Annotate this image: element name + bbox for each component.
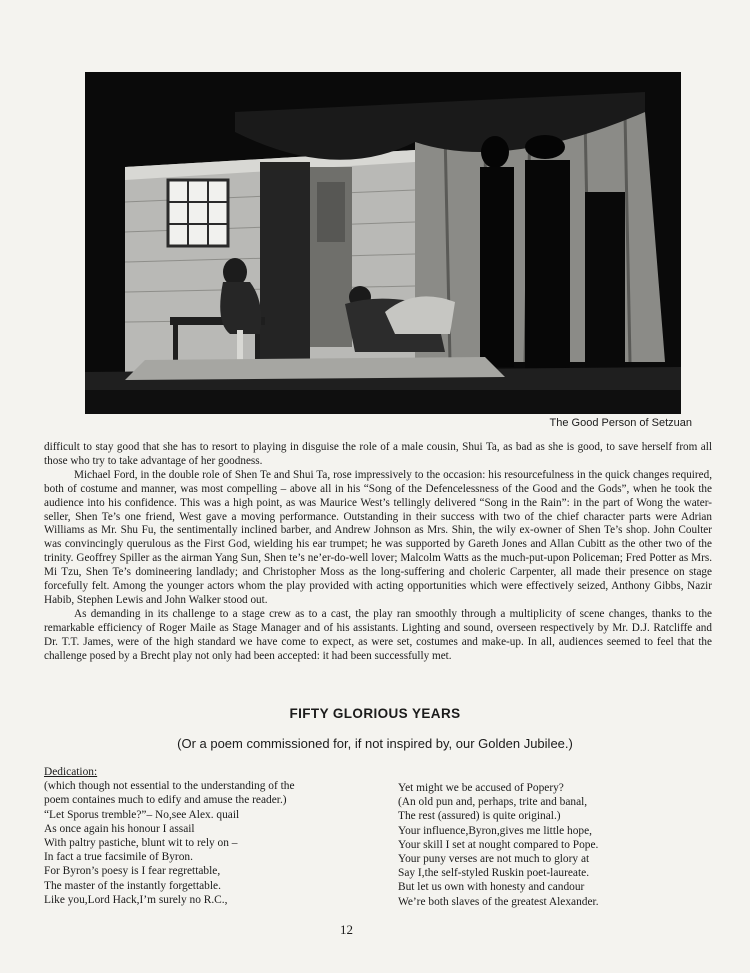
- dedication-label: Dedication:: [44, 766, 98, 778]
- poem-line: Say I,the self-styled Ruskin poet-laureate.: [398, 867, 590, 880]
- poem-line: Yet might we be accused of Popery?: [398, 782, 564, 794]
- poem-line: The master of the instantly forgettable.: [44, 879, 221, 892]
- poem-line: “Let Sporus tremble?”– No,see Alex. quail: [44, 808, 240, 821]
- poem-line: But let us own with honesty and candour: [398, 881, 585, 894]
- poem-line: Your influence,Byron,gives me little hope,: [398, 824, 593, 837]
- poem-line: For Byron’s poesy is I fear regrettable,: [44, 865, 221, 878]
- page-number: 12: [340, 922, 353, 937]
- poem-line: (An old pun and, perhaps, trite and banal,: [398, 796, 588, 809]
- poem-right-column: [398, 781, 708, 909]
- poem-line: Like you,Lord Hack,I’m surely no R.C.,: [44, 893, 228, 906]
- poem-line: The rest (assured) is quite original.): [398, 810, 561, 823]
- poem-line: (which though not essential to the understanding of the: [44, 780, 295, 793]
- poem-left-column: [44, 765, 374, 907]
- stage-production-photo: [85, 72, 681, 414]
- poem-line: In fact a true facsimile of Byron.: [44, 851, 193, 864]
- photo-caption: The Good Person of Setzuan: [549, 417, 692, 429]
- poem-subtitle: (Or a poem commissioned for, if not inspired by, our Golden Jubilee.): [177, 736, 573, 751]
- poem-line: Your puny verses are not much to glory at: [398, 853, 590, 866]
- poem-line: With paltry pastiche, blunt wit to rely on –: [44, 837, 238, 850]
- poem-title: FIFTY GLORIOUS YEARS: [289, 706, 461, 721]
- article-body: [44, 441, 712, 664]
- poem-line: poem containes much to edify and amuse the reader.): [44, 794, 287, 807]
- poem-line: We’re both slaves of the greatest Alexander.: [398, 895, 599, 908]
- poem-line: Your skill I set at nought compared to Pope.: [398, 838, 599, 851]
- paragraph-2: Michael Ford, in the double role of Shen Te and Shui Ta, rose impressively to the occasion: his resourcefulness in the quick changes required, both of costume and manner, was most compelling – above all in his “Song of the Defencelessness of the Good and the Gods”, when he took the audience into his confidence. This was a high point, as was Maurice West’s tellingly delivered “Song in the Rain”: in the part of Wong the water-seller, Shen Te’s one friend, West gave a moving performance. Outstanding in their success with two of the chief character parts were Adrian Williams as Mr. Shu Fu, the sentimentally inclined barber, and Andrew Johnson as Mrs. Shin, the wily ex-owner of Shen Te’s shop. John Coulter was convincingly querulous as the First God, wielding his ear trumpet; he was supported by Gareth Jones and Allan Cubitt as the other two of the trinity. Geoffrey Spiller as the airman Yang Sun, Shen te’s ne’er-do-well lover; Malcolm Watts as the much-put-upon Policeman; Fred Potter as Mrs. Mi Tzu, Shen Te’s domineering landlady; and Christopher Moss as the long-suffering and choleric Carpenter, all made their presence on stage forcefully felt. Among the younger actors whom the play provided with acting opportunities which were effectively seized, Anthony Gibbs, Nazir Habib, Stephen Lewis and John Walker stood out.: [44, 468, 712, 606]
- poem-line: As once again his honour I assail: [44, 822, 195, 835]
- paragraph-1: difficult to stay good that she has to resort to playing in disguise the role of a male cousin, Shui Ta, as bad as she is good, to save herself from all those who try to take advantage of her goodness.: [44, 441, 712, 467]
- paragraph-3: As demanding in its challenge to a stage crew as to a cast, the play ran smoothly through a multiplicity of scene changes, thanks to the remarkable efficiency of Roger Maile as Stage Manager and of his assistants. Lighting and sound, overseen respectively by Mr. D.J. Ratcliffe and Dr. T.T. James, were of the high standard we have come to expect, as were set, costumes and make-up. In all, audiences seemed to feel that the challenge posed by a Brecht play not only had been accepted: it had been successfully met.: [44, 607, 712, 662]
